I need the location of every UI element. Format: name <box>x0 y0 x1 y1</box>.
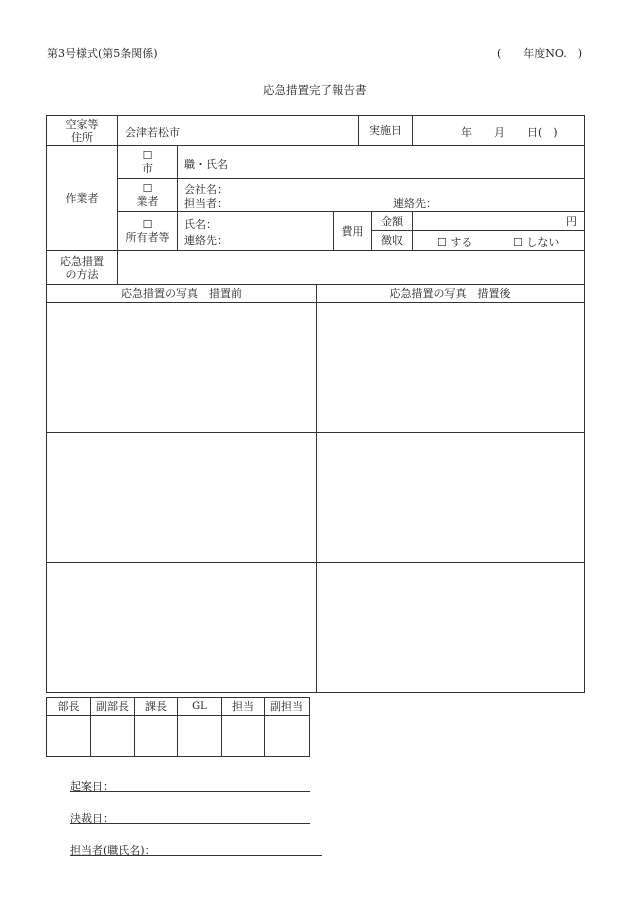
document-title: 応急措置完了報告書 <box>263 83 367 97</box>
stamp-slot[interactable] <box>91 716 134 755</box>
photo-before-slot[interactable] <box>47 563 316 691</box>
approval-header-staff: 担当 <box>232 700 254 713</box>
decision-date-field[interactable] <box>70 807 310 824</box>
method-label-line1: 応急措置 <box>60 254 104 268</box>
photo-before-header: 応急措置の写真 措置前 <box>121 287 242 300</box>
collect-label: 徴収 <box>381 234 403 247</box>
photo-after-slot[interactable] <box>317 433 583 562</box>
method-label <box>47 251 117 284</box>
approval-header-section-chief: 課長 <box>145 700 167 713</box>
form-number: 第3号様式(第5条関係) <box>47 47 158 60</box>
date-label: 実施日 <box>369 124 402 137</box>
person-in-charge-field[interactable] <box>70 839 322 856</box>
owner-label: 所有者等 <box>125 231 170 244</box>
approval-header-gl: GL <box>192 701 207 712</box>
cost-label: 費用 <box>341 224 364 238</box>
worker-label: 作業者 <box>65 191 99 205</box>
photo-after-slot[interactable] <box>317 563 583 691</box>
owner-option[interactable] <box>118 212 177 250</box>
address-label <box>47 116 117 145</box>
owner-name-field[interactable]: 氏名： <box>184 218 217 231</box>
year-number: ( 年度NO. ) <box>497 47 583 60</box>
owner-checkbox[interactable]: ☐ <box>142 218 153 231</box>
contact-field[interactable]: 連絡先： <box>393 197 437 210</box>
address-label-line2: 住所 <box>71 130 93 144</box>
photo-after-header: 応急措置の写真 措置後 <box>389 287 511 300</box>
city-label: 市 <box>142 162 153 175</box>
col-line <box>412 211 413 250</box>
stamp-slot[interactable] <box>47 716 90 755</box>
city-checkbox[interactable]: ☐ <box>142 149 153 162</box>
approval-header-sub-staff: 副担当 <box>270 700 303 713</box>
method-field[interactable] <box>118 251 583 284</box>
stamp-slot[interactable] <box>265 716 308 755</box>
collect-no-option[interactable]: ☐ しない <box>513 236 560 249</box>
approval-header-deputy-director: 副部長 <box>96 700 129 713</box>
col-line <box>412 115 413 146</box>
date-value[interactable]: 年 月 日( ) <box>461 126 558 139</box>
company-field[interactable]: 会社名： <box>184 183 228 196</box>
person-field[interactable]: 担当者： <box>184 197 228 210</box>
photo-before-slot[interactable] <box>47 303 316 432</box>
address-value[interactable]: 会津若松市 <box>125 126 180 139</box>
owner-contact-field[interactable]: 連絡先： <box>184 234 228 247</box>
contractor-option[interactable] <box>118 179 177 211</box>
collect-yes-option[interactable]: ☐ する <box>437 236 473 249</box>
photo-before-slot[interactable] <box>47 433 316 562</box>
address-label-line1: 空家等 <box>65 117 99 131</box>
amount-unit: 円 <box>566 215 577 228</box>
city-option[interactable] <box>118 146 177 178</box>
col-line <box>177 145 178 250</box>
method-label-line2: の方法 <box>65 267 99 281</box>
stamp-slot[interactable] <box>135 716 177 755</box>
amount-label: 金額 <box>381 214 403 228</box>
photo-after-slot[interactable] <box>317 303 583 432</box>
draft-date-label: 起案日： <box>70 780 114 793</box>
row-line <box>117 178 584 179</box>
contractor-label: 業者 <box>136 195 159 208</box>
stamp-slot[interactable] <box>222 716 264 755</box>
stamp-slot[interactable] <box>178 716 221 755</box>
approval-header-director: 部長 <box>57 700 80 713</box>
decision-date-label: 決裁日： <box>70 812 114 825</box>
city-name-field[interactable]: 職・氏名 <box>184 158 228 171</box>
person-in-charge-label: 担当者(職氏名)： <box>70 844 156 857</box>
contractor-checkbox[interactable]: ☐ <box>142 182 153 195</box>
draft-date-field[interactable] <box>70 775 310 792</box>
